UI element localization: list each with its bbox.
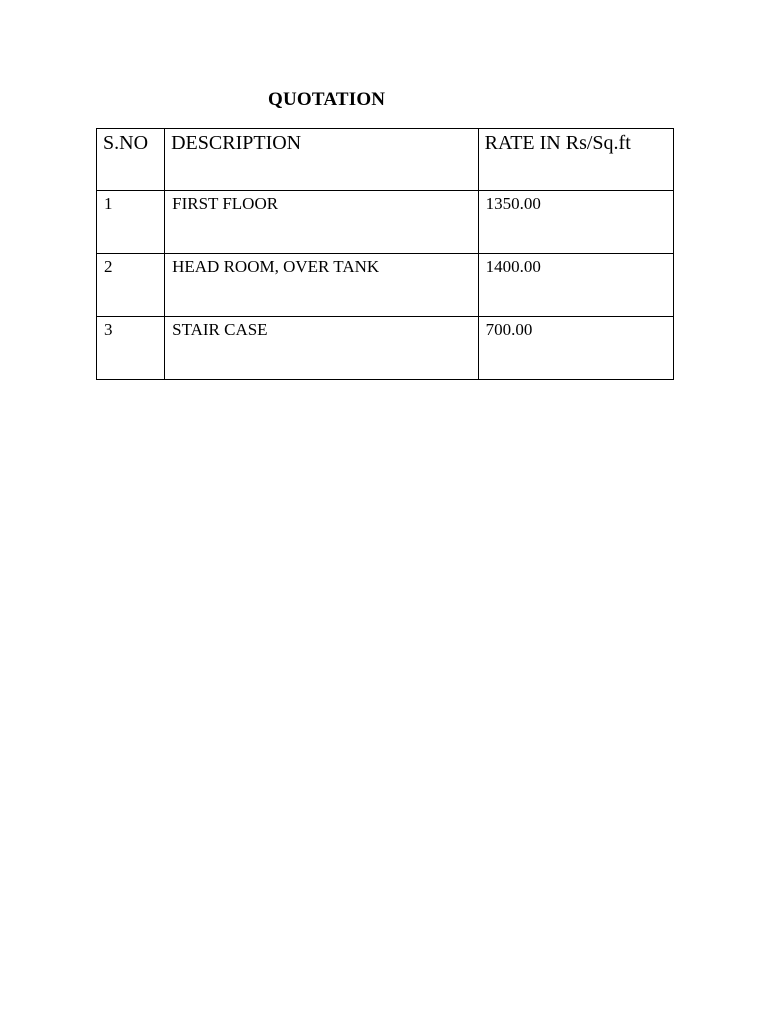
cell-sno: 1 <box>97 191 165 254</box>
page-title: QUOTATION <box>268 89 386 110</box>
cell-sno: 2 <box>97 254 165 317</box>
table-row <box>97 191 674 254</box>
header-description: DESCRIPTION <box>165 129 479 191</box>
cell-sno: 3 <box>97 317 165 380</box>
table-row <box>97 254 674 317</box>
cell-rate: 1400.00 <box>478 254 673 317</box>
cell-description: STAIR CASE <box>165 317 479 380</box>
table-row <box>97 317 674 380</box>
cell-description: HEAD ROOM, OVER TANK <box>165 254 479 317</box>
header-sno: S.NO <box>97 129 165 191</box>
cell-description: FIRST FLOOR <box>165 191 479 254</box>
header-rate: RATE IN Rs/Sq.ft <box>478 129 673 191</box>
cell-rate: 700.00 <box>478 317 673 380</box>
table-header-row <box>97 129 674 191</box>
quotation-table <box>96 128 674 380</box>
cell-rate: 1350.00 <box>478 191 673 254</box>
